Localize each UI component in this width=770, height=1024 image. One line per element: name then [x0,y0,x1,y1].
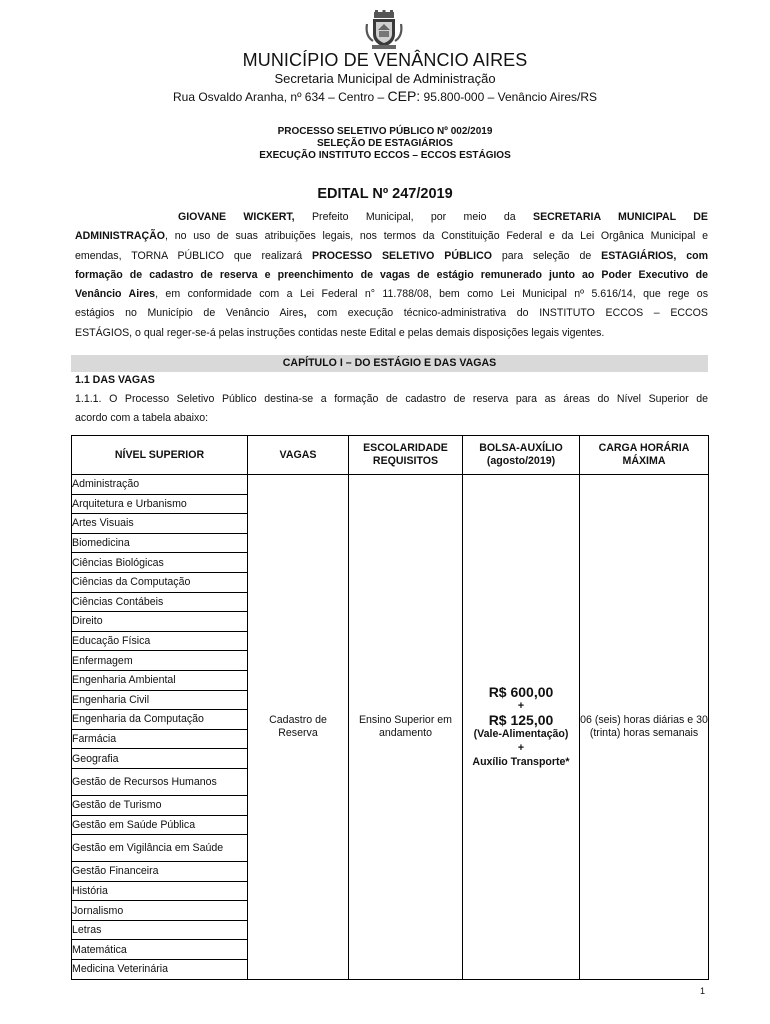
text-bold: , [303,307,307,320]
area-cell: Geografia [72,749,248,769]
area-cell: Gestão em Vigilância em Saúde [72,835,248,862]
column-header: VAGAS [248,436,349,475]
preamble-line [75,227,708,246]
area-cell: Ciências da Computação [72,572,248,592]
address-line [0,88,770,104]
area-cell: Direito [72,612,248,632]
bolsa-cell [463,475,580,980]
preamble-line [75,304,708,323]
text-bold: formação de cadastro de reserva e preenchimento de vagas de estágio remunerado junto ao Poder Executivo de [75,268,708,281]
municipality-title: MUNICÍPIO DE VENÂNCIO AIRES [242,50,528,70]
text-bold: SECRETARIA MUNICIPAL DE [533,211,708,223]
process-execution: EXECUÇÃO INSTITUTO ECCOS – ECCOS ESTÁGIOS [259,150,511,161]
address-city: 95.800-000 – Venâncio Aires/RS [420,90,597,104]
column-header: ESCOLARIDADE REQUISITOS [349,436,463,475]
cep-label: CEP: [387,88,421,104]
text-bold: Venâncio Aires [75,288,156,301]
text-run: , no uso de suas atribuições legais, nos termos da Constituição Federal e da Lei Orgânica Municipal e [165,230,708,243]
table-header-row [72,436,709,475]
area-cell: Medicina Veterinária [72,960,248,980]
text-run: Prefeito Municipal, por meio da [294,211,534,223]
section-heading: 1.1 DAS VAGAS [75,374,155,386]
preamble-line [75,247,708,266]
area-cell: Biomedicina [72,533,248,553]
preamble-line [75,266,708,285]
bolsa-value: R$ 600,00 [488,683,554,700]
text-run: estágios no Município de Venâncio Aires [75,307,304,320]
intro-line: 1.1.1. O Processo Seletivo Público destina-se a formação de cadastro de reserva para as áreas do Nível Superior de [75,393,708,405]
area-cell: Ciências Biológicas [72,553,248,573]
process-subtitle: SELEÇÃO DE ESTAGIÁRIOS [317,138,453,149]
text-bold: PROCESSO SELETIVO PÚBLICO [312,249,492,262]
section-intro [75,390,708,428]
area-cell: Jornalismo [72,901,248,921]
area-cell: Ciências Contábeis [72,592,248,612]
area-cell: Gestão Financeira [72,862,248,882]
text-bold: ESTAGIÁRIOS, com [601,249,708,262]
area-cell: Matemática [72,940,248,960]
area-cell: Gestão de Recursos Humanos [72,768,248,795]
area-cell: Engenharia Ambiental [72,670,248,690]
table-row [72,475,709,495]
text-run: para seleção de [491,249,602,262]
preamble-line [75,324,708,343]
carga-cell: 06 (seis) horas diárias e 30 (trinta) horas semanais [580,475,709,980]
intro-line: acordo com a tabela abaixo: [75,412,209,424]
process-title: PROCESSO SELETIVO PÚBLICO Nº 002/2019 [277,126,493,137]
area-cell: Artes Visuais [72,514,248,534]
area-cell: Engenharia Civil [72,690,248,710]
plus-sign: + [517,699,525,712]
area-cell: Gestão em Saúde Pública [72,815,248,835]
address-street: Rua Osvaldo Aranha, nº 634 – Centro – [172,90,388,104]
edital-preamble [75,208,708,343]
bolsa-block [463,685,579,769]
page-number: 1 [700,986,706,996]
area-cell: História [72,881,248,901]
area-cell: Engenharia da Computação [72,710,248,730]
area-cell: Enfermagem [72,651,248,671]
text-run: , em conformidade com a Lei Federal n° 11.788/08, bem como Lei Municipal nº 5.616/14, que rege os [155,288,708,301]
department-subtitle: Secretaria Municipal de Administração [274,71,496,86]
chapter-heading: CAPÍTULO I – DO ESTÁGIO E DAS VAGAS [71,355,708,372]
vale-label: (Vale-Alimentação) [473,727,569,740]
area-cell: Farmácia [72,729,248,749]
column-header: BOLSA-AUXÍLIO (agosto/2019) [463,436,580,475]
area-cell: Administração [72,475,248,495]
column-header: CARGA HORÁRIA MÁXIMA [580,436,709,475]
text-bold: ADMINISTRAÇÃO [75,230,166,243]
area-cell: Gestão de Turismo [72,795,248,815]
vagas-cell: Cadastro de Reserva [248,475,349,980]
vacancies-table [71,435,709,980]
transporte-label: Auxílio Transporte* [472,755,570,768]
preamble-line [75,208,708,227]
area-cell: Educação Física [72,631,248,651]
text-run: com execução técnico-administrativa do INSTITUTO ECCOS – ECCOS [306,307,708,320]
vale-value: R$ 125,00 [488,711,554,728]
plus-sign: + [517,741,525,754]
area-cell: Letras [72,920,248,940]
preamble-line [75,285,708,304]
area-cell: Arquitetura e Urbanismo [72,494,248,514]
column-header: NÍVEL SUPERIOR [72,436,248,475]
text-run: emendas, TORNA PÚBLICO que realizará [75,249,313,262]
table-body [72,475,709,980]
mayor-name: GIOVANE WICKERT, [178,211,295,223]
escolaridade-cell: Ensino Superior em andamento [349,475,463,980]
municipal-coat-of-arms-icon [365,10,403,50]
edital-title: EDITAL Nº 247/2019 [317,186,453,202]
text-run: ESTÁGIOS, o qual reger-se-á pelas instruções contidas neste Edital e pelas demais disposições legais vigentes. [75,326,605,339]
